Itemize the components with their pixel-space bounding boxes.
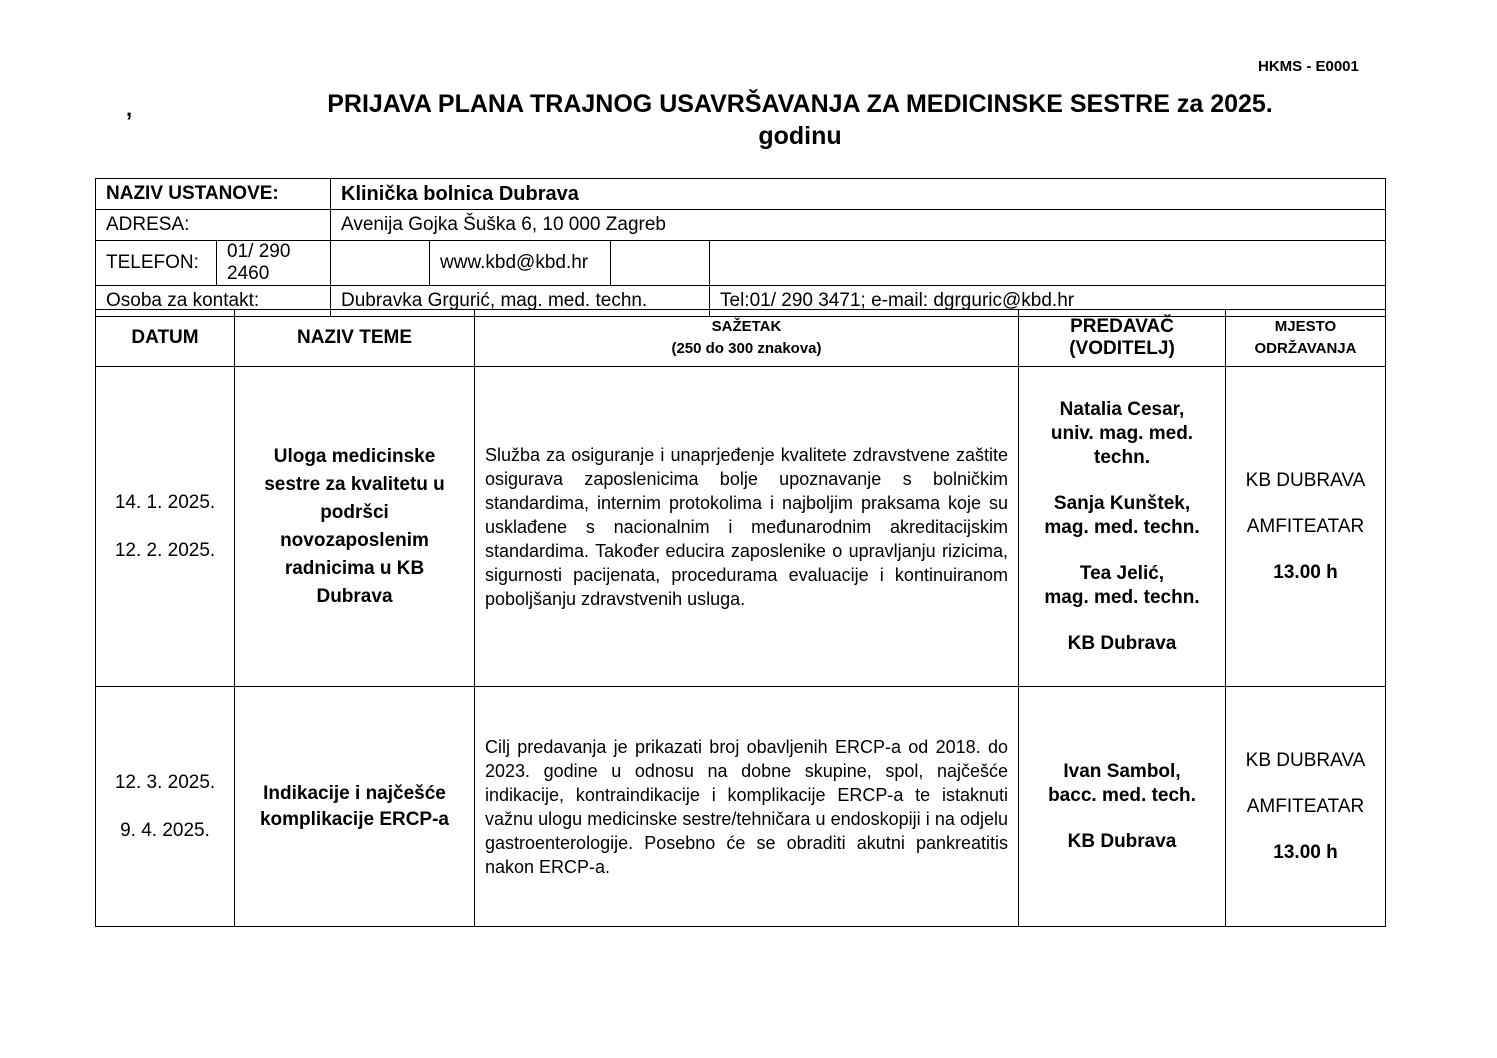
title-line-1: PRIJAVA PLANA TRAJNOG USAVRŠAVANJA ZA MEDICINSKE SESTRE za 2025. <box>327 90 1273 118</box>
summary-header-line-2: (250 do 300 znakova) <box>671 340 822 357</box>
page-title <box>180 88 1420 152</box>
institution-name-row <box>96 179 1386 210</box>
topic-cell: Indikacije i najčešće komplikacije ERCP-a <box>235 687 475 927</box>
form-code: HKMS - E0001 <box>1258 58 1359 75</box>
lecturer-title-cont: techn. <box>1094 446 1150 468</box>
topic-cell: Uloga medicinske sestre za kvalitetu u podršci novozaposlenim radnicima u KB Dubrava <box>235 367 475 687</box>
phone-label: TELEFON: <box>96 241 217 285</box>
summary-header-line-1: SAŽETAK <box>711 318 782 335</box>
lecturer-title: mag. med. techn. <box>1044 586 1200 608</box>
location-room: AMFITEATAR <box>1246 515 1365 537</box>
lecturer-title: mag. med. techn. <box>1044 516 1200 538</box>
date-1: 14. 1. 2025. <box>114 491 216 513</box>
empty-cell <box>611 241 710 286</box>
title-line-2: godinu <box>758 122 842 150</box>
location-place: KB DUBRAVA <box>1245 749 1366 771</box>
summary-cell: Služba za osiguranje i unaprjeđenje kvalitete zdravstvene zaštite osigurava zaposlenicima bolje upoznavanje s bolničkim standardima, internim protokolima i najboljim praksama koje su usklađene s nacionalnim i međunarodnim akreditacijskim standardima. Također educira zaposlenike o upravljanju rizicima, sigurnosti pacijenata, procedurama evaluacije i kontinuiranom poboljšanju zdravstvenih usluga. <box>475 367 1019 687</box>
summary-cell: Cilj predavanja je prikazati broj obavljenih ERCP-a od 2018. do 2023. godine u odnosu na dobne skupine, spol, najčešće indikacije, kontraindikacije i komplikacije ERCP-a te istaknuti važnu ulogu medicinske sestre/tehničara u endoskopiji i na odjelu gastroenterologije. Posebno će se obraditi akutni pankreatitis nakon ERCP-a. <box>475 687 1019 927</box>
location-time: 13.00 h <box>1273 841 1338 863</box>
contact-details: Tel:01/ 290 3471; e-mail: dgrguric@kbd.hr <box>710 286 1386 317</box>
address-label: ADRESA: <box>96 210 331 241</box>
phone-value: 01/ 290 2460 <box>227 241 291 284</box>
location-cell <box>1226 367 1386 687</box>
lecturer-header-line-2: (VODITELJ) <box>1069 338 1175 359</box>
web-address: www.kbd@kbd.hr <box>430 241 611 286</box>
col-location-header <box>1226 310 1386 367</box>
date-cell <box>96 367 235 687</box>
column-header-row <box>96 310 1386 367</box>
lecturer-title: univ. mag. med. <box>1050 422 1194 444</box>
location-cell <box>1226 687 1386 927</box>
contact-person: Dubravka Grgurić, mag. med. techn. <box>331 286 710 317</box>
lecturer-organization: KB Dubrava <box>1067 632 1177 654</box>
col-date-header: DATUM <box>96 310 235 367</box>
contact-label: Osoba za kontakt: <box>96 286 331 317</box>
date-cell <box>96 687 235 927</box>
col-lecturer-header <box>1019 310 1226 367</box>
lecturer-header-line-1: PREDAVAČ <box>1070 316 1174 337</box>
date-1: 12. 3. 2025. <box>114 771 216 793</box>
phone-row <box>96 241 1386 286</box>
address-value: Avenija Gojka Šuška 6, 10 000 Zagreb <box>331 210 1386 241</box>
stray-mark: , <box>126 96 133 121</box>
location-header-line-1: MJESTO <box>1274 318 1337 335</box>
lecturer-name: Ivan Sambol, <box>1063 760 1181 782</box>
lecturer-organization: KB Dubrava <box>1067 830 1177 852</box>
col-summary-header <box>475 310 1019 367</box>
lecturer-name: Tea Jelić, <box>1079 562 1165 584</box>
institution-info-table <box>95 178 1386 317</box>
lecturer-cell <box>1019 367 1226 687</box>
education-plan-table <box>95 309 1386 927</box>
institution-name-label: NAZIV USTANOVE: <box>96 179 331 210</box>
phone-cell <box>96 241 331 286</box>
lecturer-cell <box>1019 687 1226 927</box>
date-2: 9. 4. 2025. <box>120 819 210 841</box>
address-row <box>96 210 1386 241</box>
phone-value-spacer <box>331 241 430 286</box>
location-header-line-2: ODRŽAVANJA <box>1254 340 1357 357</box>
location-place: KB DUBRAVA <box>1245 469 1366 491</box>
date-2: 12. 2. 2025. <box>114 539 216 561</box>
col-topic-header: NAZIV TEME <box>235 310 475 367</box>
lecturer-name: Sanja Kunštek, <box>1053 492 1191 514</box>
lecturer-name: Natalia Cesar, <box>1059 398 1185 420</box>
table-row <box>96 367 1386 687</box>
empty-cell-wide <box>710 241 1386 286</box>
lecturer-title: bacc. med. tech. <box>1048 784 1196 806</box>
location-room: AMFITEATAR <box>1246 795 1365 817</box>
institution-name-value: Klinička bolnica Dubrava <box>331 179 1386 210</box>
table-row <box>96 687 1386 927</box>
location-time: 13.00 h <box>1273 561 1338 583</box>
